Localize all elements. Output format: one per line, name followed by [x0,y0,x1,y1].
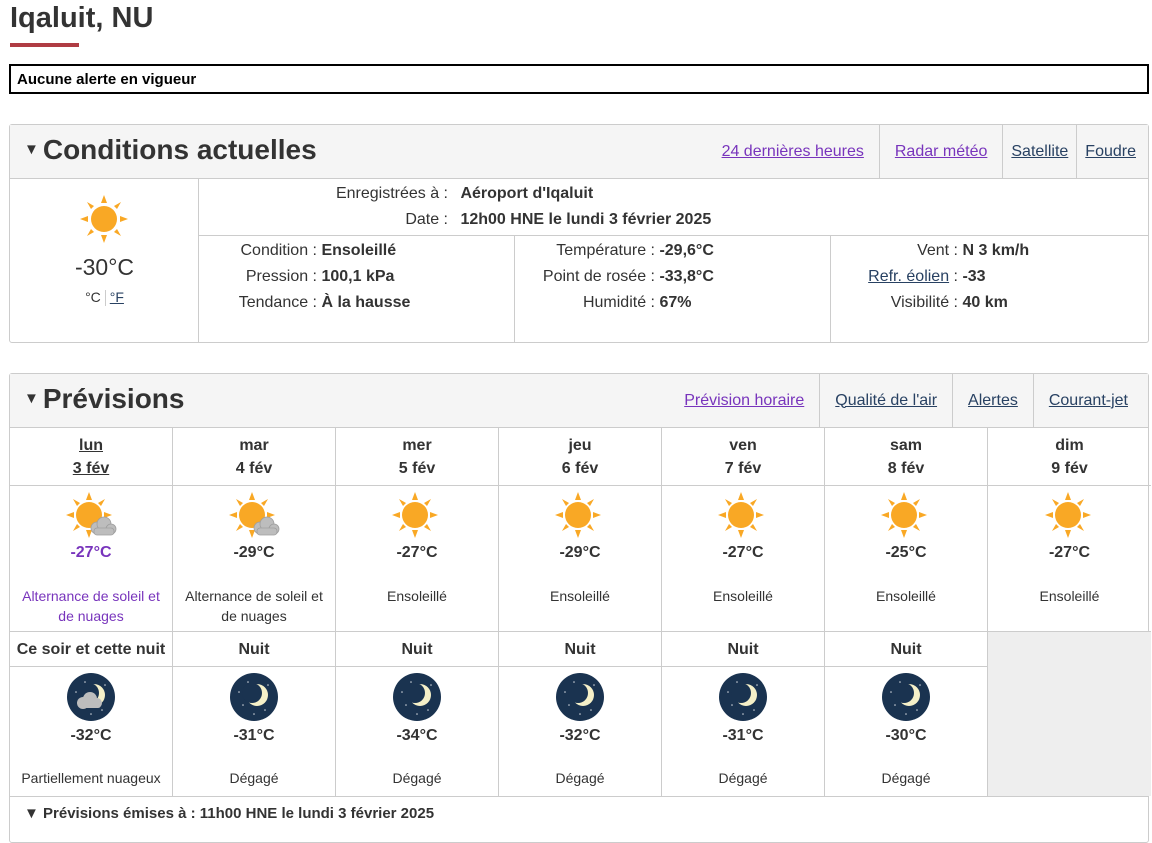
current-summary [10,179,199,342]
forecast-day-text: Ensoleillé [713,588,773,604]
windchill-value: -33 [962,268,986,285]
forecast-day-text: Ensoleillé [550,588,610,604]
forecast-day-cell [825,486,987,632]
current-conditions-header [10,125,1148,179]
forecast-night-cell [173,667,335,796]
forecast-header [10,374,1148,428]
forecast-night-temp: -34°C [396,727,438,744]
forecast-night-empty [988,632,1151,796]
forecast-day-temp: -25°C [885,544,927,561]
forecast-day-date: 4 fév [235,460,273,477]
forecast-day-header[interactable] [988,428,1151,486]
conditions-column-2 [515,236,831,342]
link-24h[interactable]: 24 dernières heures [721,142,864,160]
forecast-day-text: Ensoleillé [387,588,447,604]
current-details [199,179,1148,342]
forecast-day-date: 6 fév [561,460,599,477]
alert-banner: Aucune alerte en vigueur [9,64,1149,94]
sun-icon [1043,490,1097,544]
forecast-day-header[interactable] [336,428,498,486]
humidity-value: 67% [659,294,692,311]
visibility-value: 40 km [962,294,1008,311]
sun-icon [716,490,770,544]
date-label: Date : [405,211,448,228]
sun-cloud-icon [227,490,281,544]
forecast-day-name: dim [1055,437,1084,454]
tendency-value: À la hausse [321,294,411,311]
forecast-day-cell [662,486,824,632]
forecast-night-temp: -31°C [233,727,275,744]
windchill-link[interactable]: Refr. éolien [868,268,950,285]
link-satellite[interactable]: Satellite [1002,125,1076,178]
wind-label: Vent : [917,242,958,259]
forecast-day-cell [173,486,335,632]
forecast-day-ven [662,428,825,796]
forecast-day-lun [10,428,173,796]
forecast-night-temp: -31°C [722,727,764,744]
forecast-day-jeu [499,428,662,796]
forecast-day-text: Ensoleillé [1039,588,1100,604]
visibility-label: Visibilité : [890,294,958,311]
forecast-night-cell [825,667,987,796]
forecast-issued[interactable]: ▼ Prévisions émises à : 11h00 HNE le lundi 3 février 2025 [10,796,1148,832]
link-air-quality[interactable]: Qualité de l'air [819,374,952,427]
link-alerts[interactable]: Alertes [952,374,1033,427]
forecast-day-text: Alternance de soleil et de nuages [22,588,160,624]
sun-cloud-icon [64,490,118,544]
link-radar[interactable]: Radar météo [879,125,1003,178]
moon-cloud-icon [66,672,116,722]
forecast-day-name: jeu [568,437,592,454]
forecast-day-header[interactable] [10,428,172,486]
forecast-day-temp: -27°C [722,544,764,561]
forecast-day-mar [173,428,336,796]
forecast-day-date: 5 fév [398,460,436,477]
title-underline [10,43,79,47]
forecast-title[interactable]: ▼ Prévisions [24,383,185,414]
forecast-day-date: 7 fév [724,460,762,477]
forecast-day-temp: -27°C [396,544,438,561]
pressure-label: Pression : [245,268,317,285]
forecast-grid [10,428,1148,796]
forecast-day-header[interactable] [173,428,335,486]
current-conditions-links [707,125,1148,178]
link-jet-stream[interactable]: Courant-jet [1033,374,1148,427]
forecast-day-temp: -27°C [1048,544,1091,561]
forecast-night-header: Nuit [662,632,824,667]
forecast-day-header[interactable] [662,428,824,486]
forecast-day-sam [825,428,988,796]
page-title: Iqaluit, NU [10,2,154,34]
forecast-night-text: Dégagé [555,770,605,786]
current-conditions-panel [9,124,1149,343]
dewpoint-label: Point de rosée : [542,268,655,285]
forecast-day-temp: -29°C [233,544,275,561]
moon-icon [229,672,279,722]
forecast-day-temp: -27°C [70,544,112,561]
moon-icon [881,672,931,722]
temperature-label: Température : [556,242,655,259]
recorded-label: Enregistrées à : [335,185,448,202]
unit-celsius: °C [85,289,101,305]
moon-icon [392,672,442,722]
forecast-night-text: Dégagé [718,770,768,786]
link-lightning[interactable]: Foudre [1076,125,1144,178]
conditions-column-1 [199,236,515,342]
forecast-day-cell [499,486,661,632]
sun-icon [553,490,607,544]
forecast-night-header: Nuit [173,632,335,667]
forecast-night-text: Dégagé [392,770,442,786]
forecast-night-header: Nuit [825,632,987,667]
unit-fahrenheit-link[interactable]: °F [109,289,124,305]
unit-switch [10,289,199,306]
sun-icon [79,194,129,249]
forecast-day-date: 3 fév [72,460,110,477]
forecast-day-cell [10,486,172,632]
forecast-night-cell [10,667,172,796]
forecast-day-date: 9 fév [1051,460,1088,477]
forecast-night-header: Nuit [499,632,661,667]
conditions-column-3: Vent : N 3 km/h Refr. éolien : -33 Visibilité : 40 km [831,236,1149,342]
condition-value: Ensoleillé [321,242,397,259]
forecast-night-text: Partiellement nuageux [21,770,161,786]
forecast-day-name: lun [79,437,103,454]
forecast-night-temp: -32°C [70,727,112,744]
forecast-night-cell [662,667,824,796]
forecast-night-header: Ce soir et cette nuit [10,632,172,667]
forecast-night-cell [499,667,661,796]
forecast-day-name: sam [889,437,923,454]
forecast-day-temp: -29°C [559,544,601,561]
recorded-value: Aéroport d'Iqaluit [460,185,594,202]
forecast-panel [9,373,1149,843]
forecast-day-text: Alternance de soleil et de nuages [185,588,323,624]
sun-icon [390,490,444,544]
current-conditions-title[interactable]: ▼ Conditions actuelles [24,134,317,165]
date-value: 12h00 HNE le lundi 3 février 2025 [460,211,712,228]
pressure-value: 100,1 kPa [321,268,395,285]
forecast-night-header: Nuit [336,632,498,667]
humidity-label: Humidité : [582,294,655,311]
forecast-day-header[interactable] [825,428,987,486]
forecast-night-temp: -30°C [885,727,927,744]
forecast-day-cell [336,486,498,632]
forecast-day-text: Ensoleillé [876,588,936,604]
forecast-night-text: Dégagé [229,770,279,786]
observation-meta [199,179,1148,236]
temperature-value: -29,6°C [659,242,714,259]
forecast-night-cell [336,667,498,796]
sun-icon [879,490,933,544]
tendency-label: Tendance : [238,294,317,311]
forecast-day-dim [988,428,1151,796]
forecast-day-mer [336,428,499,796]
dewpoint-value: -33,8°C [659,268,714,285]
caret-down-icon: ▼ [24,141,39,159]
moon-icon [555,672,605,722]
moon-icon [718,672,768,722]
caret-down-icon: ▼ [24,390,39,408]
forecast-day-header[interactable] [499,428,661,486]
forecast-day-name: mer [402,437,432,454]
link-hourly[interactable]: Prévision horaire [684,391,805,409]
forecast-night-temp: -32°C [559,727,601,744]
wind-value: N 3 km/h [962,242,1030,259]
forecast-day-cell [988,486,1151,632]
forecast-night-text: Dégagé [881,770,931,786]
current-temperature: -30°C [74,254,135,280]
condition-label: Condition : [240,242,317,259]
forecast-day-name: ven [729,437,757,454]
forecast-day-name: mar [239,437,269,454]
forecast-links [669,374,1148,427]
current-conditions-body [10,179,1148,342]
forecast-day-date: 8 fév [887,460,925,477]
